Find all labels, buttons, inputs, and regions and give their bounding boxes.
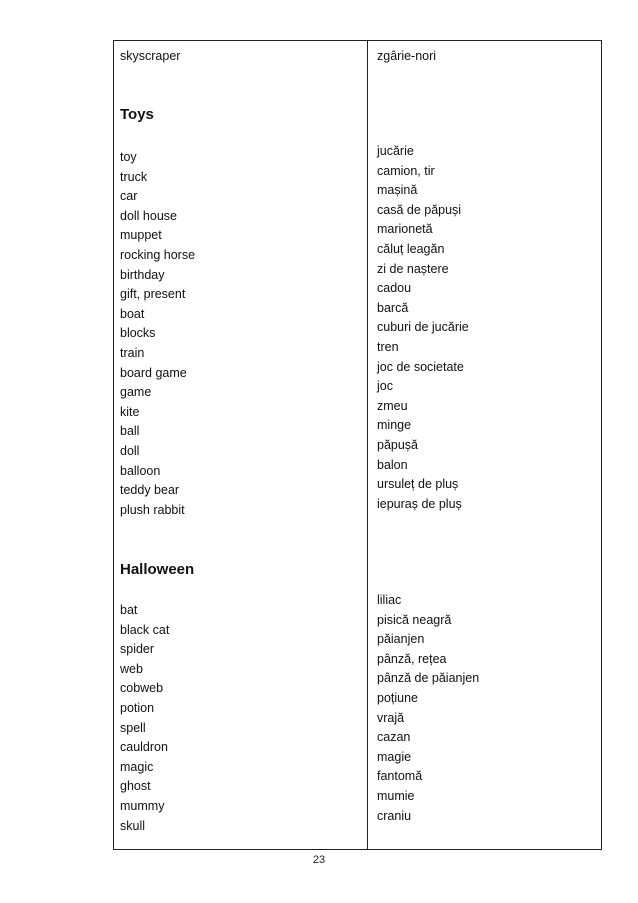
romanian-word: fantomă	[377, 769, 423, 784]
halloween-romanian-list	[377, 591, 479, 826]
english-word: boat	[120, 306, 145, 321]
romanian-word: minge	[377, 418, 412, 433]
english-word: board game	[120, 365, 187, 380]
section-heading-toys: Toys	[120, 106, 154, 123]
romanian-word: mașină	[377, 183, 418, 198]
romanian-word: ursuleț de pluș	[377, 477, 459, 492]
english-word: muppet	[120, 228, 162, 243]
english-word: toy	[120, 150, 137, 164]
english-word: web	[120, 661, 143, 676]
romanian-word: cuburi de jucărie	[377, 320, 469, 335]
english-word: ghost	[120, 779, 151, 794]
english-word-skyscraper: skyscraper	[120, 49, 181, 63]
romanian-word: păianjen	[377, 632, 425, 647]
toys-romanian-list	[377, 142, 469, 514]
romanian-word: tren	[377, 339, 399, 354]
romanian-word: pânză de păianjen	[377, 671, 480, 686]
toys-english-list	[120, 148, 195, 520]
english-word: magic	[120, 759, 154, 774]
english-word: spell	[120, 720, 146, 735]
english-word: train	[120, 345, 145, 360]
english-word: ball	[120, 424, 140, 439]
romanian-word: pisică neagră	[377, 612, 452, 627]
english-word: game	[120, 385, 152, 400]
section-heading-halloween: Halloween	[120, 561, 195, 578]
romanian-word: iepuraș de pluș	[377, 496, 462, 511]
romanian-word-zgarie-nori: zgârie-nori	[377, 49, 437, 63]
romanian-word: cadou	[377, 281, 412, 296]
romanian-word: balon	[377, 457, 408, 472]
english-word: gift, present	[120, 287, 186, 302]
english-word: doll house	[120, 208, 177, 223]
english-word: bat	[120, 603, 138, 617]
romanian-word: poțiune	[377, 690, 419, 705]
page-number: 23	[312, 854, 326, 866]
romanian-word: păpușă	[377, 437, 419, 452]
romanian-word: mumie	[377, 788, 415, 803]
romanian-word: marionetă	[377, 222, 433, 237]
english-word: car	[120, 189, 138, 204]
romanian-word: liliac	[377, 593, 402, 607]
english-word: potion	[120, 700, 155, 715]
english-word: birthday	[120, 267, 165, 282]
english-word: skull	[120, 818, 146, 833]
romanian-word: casă de păpuși	[377, 202, 462, 217]
romanian-word: joc	[377, 379, 393, 394]
romanian-word: zi de naștere	[377, 261, 449, 276]
romanian-word: vrajă	[377, 710, 405, 725]
english-word: rocking horse	[120, 247, 196, 262]
romanian-word: căluț leagăn	[377, 241, 445, 256]
romanian-word: zmeu	[377, 398, 408, 413]
english-word: kite	[120, 404, 140, 419]
english-word: mummy	[120, 798, 165, 813]
english-word: doll	[120, 443, 140, 458]
romanian-word: pânză, rețea	[377, 651, 447, 666]
english-word: spider	[120, 642, 155, 657]
romanian-word: magie	[377, 749, 412, 764]
halloween-english-list	[120, 601, 169, 836]
romanian-word: joc de societate	[377, 359, 464, 374]
romanian-word: cazan	[377, 730, 411, 745]
english-word: cobweb	[120, 681, 164, 696]
english-word: blocks	[120, 326, 156, 341]
english-word: balloon	[120, 463, 161, 478]
romanian-word: craniu	[377, 808, 412, 823]
english-word: cauldron	[120, 740, 168, 755]
column-divider	[367, 40, 368, 850]
romanian-word: barcă	[377, 300, 409, 315]
english-word: truck	[120, 169, 148, 184]
english-word: plush rabbit	[120, 502, 185, 517]
english-word: teddy bear	[120, 483, 180, 498]
romanian-word: jucărie	[377, 144, 414, 158]
romanian-word: camion, tir	[377, 163, 435, 178]
english-word: black cat	[120, 622, 170, 637]
